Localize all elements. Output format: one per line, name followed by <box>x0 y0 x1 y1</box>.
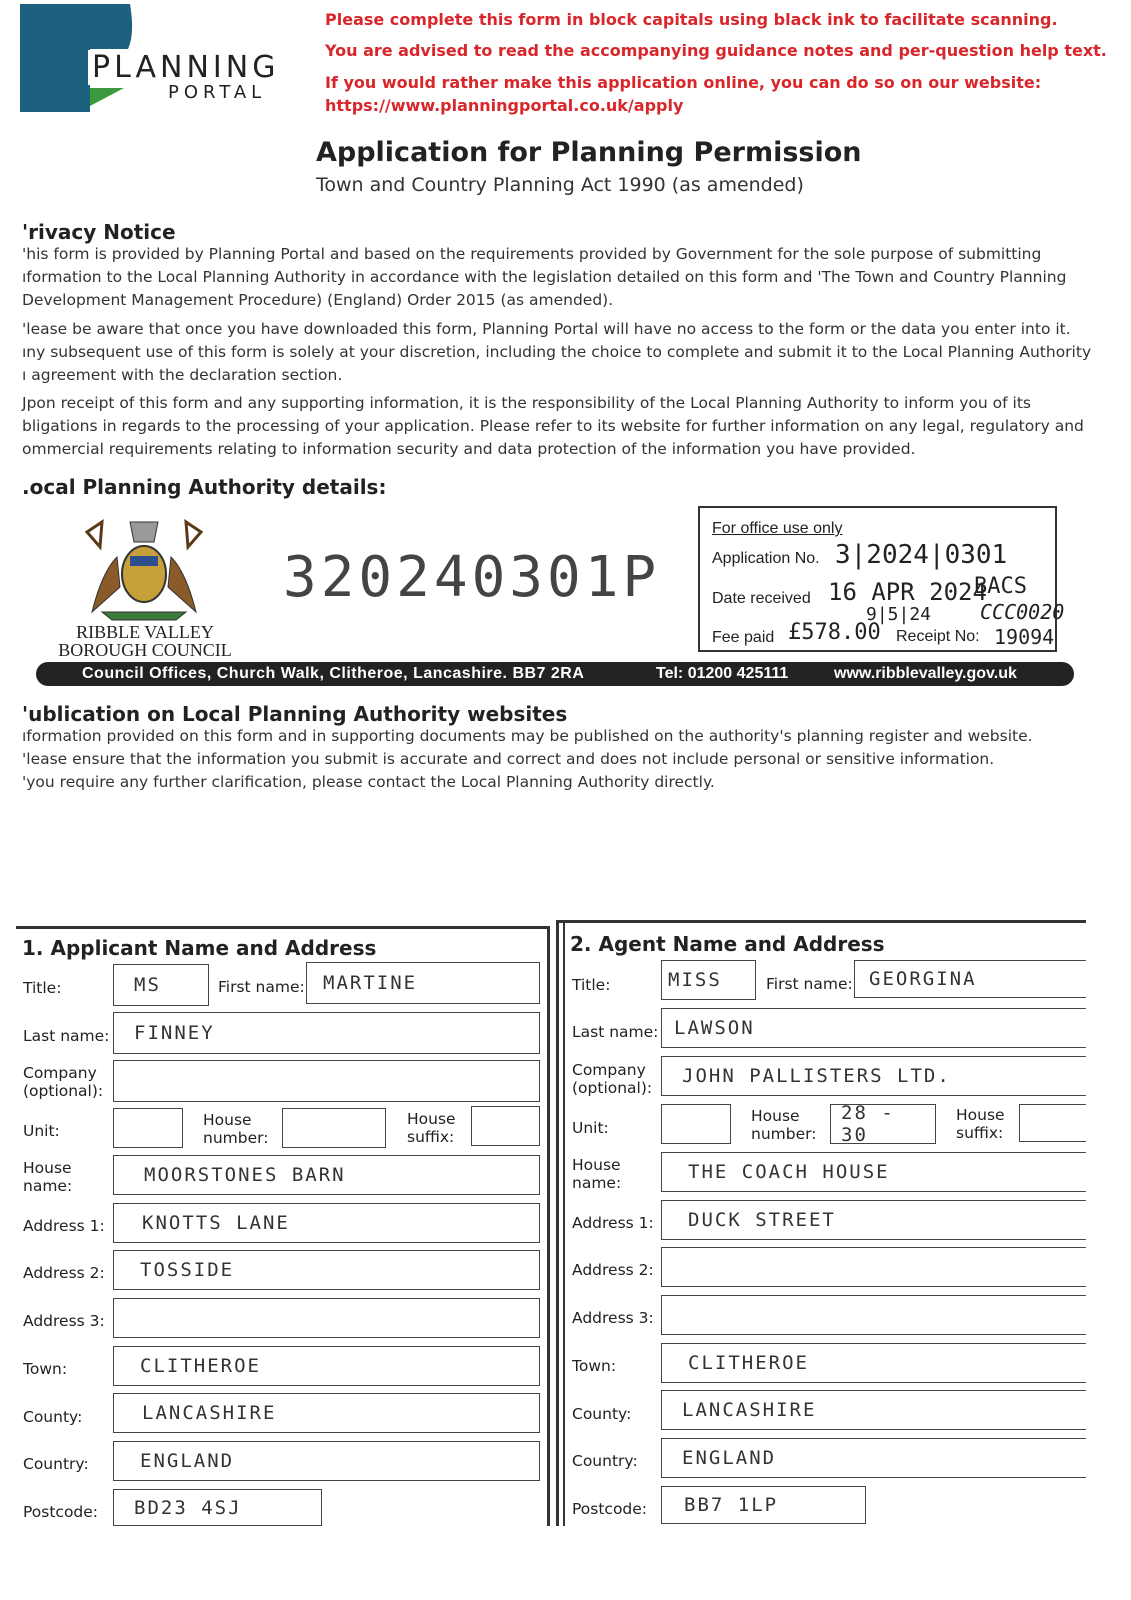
fee-paid-value: £578.00 <box>788 620 881 645</box>
council-address: Council Offices, Church Walk, Clitheroe, Lancashire. BB7 2RA <box>82 665 585 682</box>
application-stamp-number: 320240301P <box>283 545 661 610</box>
label-house-number-line-2: number: <box>203 1129 269 1147</box>
label-postcode: Postcode: <box>572 1500 648 1518</box>
publication-heading: 'ublication on Local Planning Authority websites <box>22 702 568 726</box>
agent-postcode-value: BB7 1LP <box>684 1494 779 1516</box>
privacy-heading: 'rivacy Notice <box>22 220 176 244</box>
label-county: County: <box>23 1408 83 1426</box>
privacy-paragraph-1 <box>22 243 1112 312</box>
agent-heading: 2. Agent Name and Address <box>570 932 885 956</box>
date-received-label: Date received <box>712 590 811 607</box>
applicant-house-number-field[interactable] <box>282 1108 386 1148</box>
applicant-section <box>16 926 550 1526</box>
publication-line: 'lease ensure that the information you submit is accurate and correct and does not include personal or sensitive information. <box>22 750 995 768</box>
applicant-address-3-field[interactable] <box>113 1298 540 1338</box>
notice-guidance: You are advised to read the accompanying guidance notes and per-question help text. <box>325 41 1107 60</box>
agent-county-field[interactable] <box>661 1390 1086 1430</box>
agent-town-value: CLITHEROE <box>688 1352 809 1374</box>
label-house-suffix-line-2: suffix: <box>956 1124 1004 1142</box>
notice-block-capitals: Please complete this form in block capitals using black ink to facilitate scanning. <box>325 10 1058 29</box>
office-use-box <box>698 506 1057 652</box>
applicant-county-field[interactable] <box>113 1393 540 1433</box>
label-town: Town: <box>572 1357 617 1375</box>
receipt-no-value: 19094 <box>994 625 1055 649</box>
agent-house-name-field[interactable] <box>661 1152 1086 1192</box>
label-unit: Unit: <box>572 1119 609 1137</box>
privacy-p1-line: Development Management Procedure) (England) Order 2015 (as amended). <box>22 291 614 309</box>
notice-online: If you would rather make this application online, you can do so on our website: <box>325 73 1042 92</box>
agent-house-number-field[interactable] <box>830 1104 936 1144</box>
label-first-name: First name: <box>766 975 853 993</box>
label-address-1: Address 1: <box>23 1217 105 1235</box>
label-house-name-line-1: House <box>572 1156 621 1174</box>
publication-text <box>22 725 1112 794</box>
label-company-line-2: (optional): <box>23 1082 104 1100</box>
label-company-line-2: (optional): <box>572 1079 653 1097</box>
applicant-last-name-value: FINNEY <box>134 1022 215 1044</box>
label-house-number-line-1: House <box>751 1107 800 1125</box>
label-address-3: Address 3: <box>23 1312 105 1330</box>
payment-date-note: 9|5|24 <box>866 604 932 625</box>
application-no-label: Application No. <box>712 550 820 567</box>
applicant-first-name-value: MARTINE <box>323 972 418 994</box>
label-county: County: <box>572 1405 632 1423</box>
application-no-value: 3|2024|0301 <box>835 540 1008 570</box>
applicant-first-name-field[interactable] <box>306 962 540 1004</box>
privacy-p3-line: ommercial requirements relating to information security and data protection of the information you have provided. <box>22 440 916 458</box>
label-unit: Unit: <box>23 1122 60 1140</box>
applicant-address-2-value: TOSSIDE <box>140 1259 235 1281</box>
office-use-title: For office use only <box>712 520 843 537</box>
label-address-3: Address 3: <box>572 1309 654 1327</box>
applicant-last-name-field[interactable] <box>113 1012 540 1054</box>
page-subtitle: Town and Country Planning Act 1990 (as amended) <box>316 174 804 196</box>
council-name-line-2: BOROUGH COUNCIL <box>58 640 232 660</box>
agent-county-value: LANCASHIRE <box>682 1399 817 1421</box>
applicant-postcode-value: BD23 4SJ <box>134 1496 242 1519</box>
label-company-line-1: Company <box>572 1061 646 1079</box>
applicant-unit-field[interactable] <box>113 1108 183 1148</box>
label-house-suffix-line-1: House <box>407 1110 456 1128</box>
agent-postcode-field[interactable] <box>661 1486 866 1524</box>
date-received-stamp: 16 APR 2024 <box>828 578 987 606</box>
label-address-1: Address 1: <box>572 1214 654 1232</box>
label-country: Country: <box>23 1455 89 1473</box>
applicant-town-field[interactable] <box>113 1346 540 1386</box>
label-house-number-line-2: number: <box>751 1125 817 1143</box>
label-house-suffix-line-2: suffix: <box>407 1128 455 1146</box>
applicant-town-value: CLITHEROE <box>140 1355 261 1377</box>
fee-paid-label: Fee paid <box>712 629 775 646</box>
receipt-no-label: Receipt No: <box>896 628 980 645</box>
agent-last-name-value: LAWSON <box>674 1017 755 1039</box>
label-last-name: Last name: <box>23 1027 110 1045</box>
logo-sub-text: PORTAL <box>168 82 267 103</box>
payment-method-note: BACS <box>974 574 1027 599</box>
agent-address-2-field[interactable] <box>661 1247 1086 1287</box>
applicant-country-field[interactable] <box>113 1441 540 1481</box>
label-house-name <box>23 1159 72 1195</box>
label-last-name: Last name: <box>572 1023 659 1041</box>
applicant-address-2-field[interactable] <box>113 1250 540 1290</box>
privacy-p2-line: ıny subsequent use of this form is solely at your discretion, including the choice to complete and submit it to the Local Planning Authority <box>22 343 1092 361</box>
applicant-county-value: LANCASHIRE <box>142 1402 277 1424</box>
label-company <box>572 1061 652 1097</box>
agent-unit-field[interactable] <box>661 1104 731 1144</box>
agent-address-1-value: DUCK STREET <box>688 1209 836 1231</box>
publication-line: 'you require any further clarification, please contact the Local Planning Authority directly. <box>22 773 715 791</box>
label-postcode: Postcode: <box>23 1503 99 1521</box>
agent-last-name-field[interactable] <box>661 1008 1086 1048</box>
council-telephone: Tel: 01200 425111 <box>656 665 789 682</box>
applicant-postcode-field[interactable] <box>113 1489 322 1526</box>
label-house-name-line-2: name: <box>572 1174 622 1192</box>
applicant-house-suffix-field[interactable] <box>471 1106 540 1146</box>
privacy-p3-line: Jpon receipt of this form and any supporting information, it is the responsibility of the Local Planning Authority to inform you of its <box>22 394 1031 412</box>
privacy-p1-line: ıformation to the Local Planning Authority in accordance with the legislation detailed on this form and 'The Town and Country Planning <box>22 268 1067 286</box>
label-company <box>23 1064 103 1100</box>
label-title: Title: <box>572 976 611 994</box>
privacy-p3-line: bligations in regards to the processing of your application. Please refer to its website for further information on any legal, regulatory and <box>22 417 1084 435</box>
agent-town-field[interactable] <box>661 1343 1086 1383</box>
agent-house-number-value: 28 - 30 <box>841 1102 895 1146</box>
applicant-company-field[interactable] <box>113 1060 540 1102</box>
privacy-p2-line: ı agreement with the declaration section. <box>22 366 343 384</box>
lpa-heading: .ocal Planning Authority details: <box>22 475 387 499</box>
privacy-paragraph-2 <box>22 318 1112 387</box>
page-title: Application for Planning Permission <box>316 137 862 168</box>
label-house-name-line-1: House <box>23 1159 72 1177</box>
publication-line: ıformation provided on this form and in supporting documents may be published on the authority's planning register and website. <box>22 727 1033 745</box>
label-house-suffix-line-1: House <box>956 1106 1005 1124</box>
council-name <box>50 623 240 659</box>
label-house-number-line-1: House <box>203 1111 252 1129</box>
agent-address-3-field[interactable] <box>661 1295 1086 1335</box>
label-house-name-line-2: name: <box>23 1177 73 1195</box>
label-town: Town: <box>23 1360 68 1378</box>
label-company-line-1: Company <box>23 1064 97 1082</box>
agent-country-field[interactable] <box>661 1438 1086 1478</box>
agent-address-1-field[interactable] <box>661 1200 1086 1240</box>
applicant-heading: 1. Applicant Name and Address <box>22 936 377 960</box>
logo-main-text: PLANNING <box>88 50 283 85</box>
applicant-address-1-field[interactable] <box>113 1203 540 1243</box>
agent-title-value: MISS <box>668 969 722 991</box>
applicant-country-value: ENGLAND <box>140 1450 235 1472</box>
label-house-suffix <box>407 1110 456 1146</box>
label-house-number <box>751 1107 816 1143</box>
agent-house-suffix-field[interactable] <box>1019 1104 1086 1142</box>
agent-section <box>556 920 1086 1526</box>
council-website-link[interactable]: www.ribblevalley.gov.uk <box>834 665 1017 682</box>
agent-company-value: JOHN PALLISTERS LTD. <box>682 1065 951 1087</box>
applicant-address-1-value: KNOTTS LANE <box>142 1212 290 1234</box>
applicant-title-value: MS <box>134 974 161 996</box>
receipt-code-note: CCC0020 <box>980 600 1065 624</box>
privacy-p1-line: 'his form is provided by Planning Portal and based on the requirements provided by Government for the sole purpose of submitting <box>22 245 1042 263</box>
agent-title-field[interactable] <box>661 960 756 1000</box>
planning-portal-logo <box>20 4 280 112</box>
label-country: Country: <box>572 1452 638 1470</box>
applicant-house-name-field[interactable] <box>113 1155 540 1195</box>
agent-first-name-field[interactable] <box>854 960 1086 998</box>
agent-country-value: ENGLAND <box>682 1447 777 1469</box>
coat-of-arms-icon <box>72 512 217 624</box>
agent-first-name-value: GEORGINA <box>869 968 977 990</box>
council-address-bar <box>36 662 1074 686</box>
agent-house-name-value: THE COACH HOUSE <box>688 1161 890 1183</box>
label-address-2: Address 2: <box>23 1264 105 1282</box>
privacy-p2-line: 'lease be aware that once you have downloaded this form, Planning Portal will have no access to the form or the data you enter into it. <box>22 320 1071 338</box>
council-name-line-1: RIBBLE VALLEY <box>76 622 214 642</box>
label-house-number <box>203 1111 268 1147</box>
label-first-name: First name: <box>218 978 305 996</box>
label-title: Title: <box>23 979 62 997</box>
label-address-2: Address 2: <box>572 1261 654 1279</box>
applicant-title-field[interactable] <box>113 964 209 1006</box>
label-house-name <box>572 1156 621 1192</box>
agent-company-field[interactable] <box>661 1056 1086 1096</box>
notice-url-link[interactable]: https://www.planningportal.co.uk/apply <box>325 96 684 115</box>
privacy-paragraph-3 <box>22 392 1112 461</box>
applicant-house-name-value: MOORSTONES BARN <box>144 1164 346 1186</box>
label-house-suffix <box>956 1106 1005 1142</box>
